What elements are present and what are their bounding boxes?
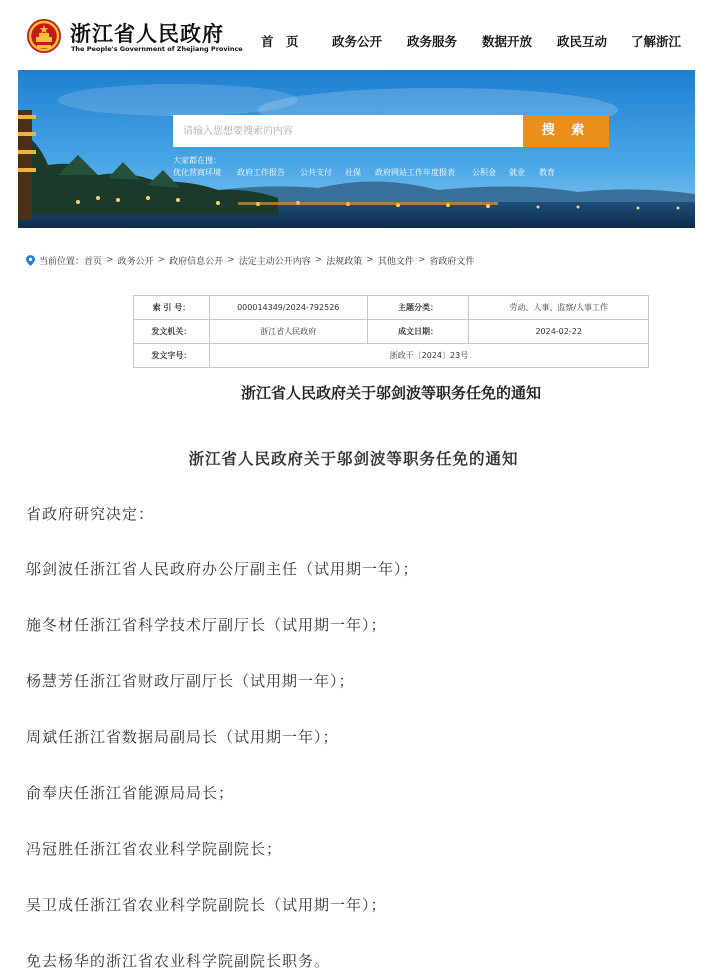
nav-home[interactable]: 首 页 <box>261 34 299 49</box>
breadcrumb-separator: > <box>227 255 235 265</box>
nav-gov-affairs-open[interactable]: 政务公开 <box>332 34 383 49</box>
article-paragraph: 周斌任浙江省数据局副局长（试用期一年）； <box>26 728 339 746</box>
location-pin-icon <box>26 255 35 266</box>
hot-search-link[interactable]: 就业 <box>509 168 525 177</box>
article-paragraph: 免去杨华的浙江省农业科学院副院长职务。 <box>26 952 331 970</box>
article-paragraph: 吴卫成任浙江省农业科学院副院长（试用期一年）； <box>26 896 387 914</box>
article-title: 浙江省人民政府关于邬剑波等职务任免的通知 <box>240 384 541 402</box>
breadcrumb-item[interactable]: 法定主动公开内容 <box>238 256 311 267</box>
breadcrumb-item[interactable]: 法规政策 <box>326 256 363 267</box>
hot-search-link[interactable]: 政府网站工作年度报表 <box>375 168 455 177</box>
west-lake-scenery-image <box>18 70 695 228</box>
article-paragraph: 俞奉庆任浙江省能源局局长； <box>26 784 235 802</box>
breadcrumb-item[interactable]: 其他文件 <box>377 256 414 267</box>
table-row <box>134 344 649 368</box>
breadcrumb-separator: > <box>417 255 426 265</box>
article-paragraph: 省政府研究决定： <box>26 505 155 523</box>
index-label: 索 引 号： <box>134 296 210 320</box>
table-row <box>134 320 649 344</box>
breadcrumb-separator: > <box>106 255 114 265</box>
breadcrumb-item[interactable]: 省政府文件 <box>429 256 475 267</box>
article-subtitle: 浙江省人民政府关于邬剑波等职务任免的通知 <box>188 450 519 468</box>
search-button[interactable]: 搜 索 <box>523 115 609 147</box>
nav-gov-services[interactable]: 政务服务 <box>407 34 458 49</box>
site-header <box>0 0 719 70</box>
article-paragraph: 杨慧芳任浙江省财政厅副厅长（试用期一年）； <box>26 672 355 690</box>
docno-value: 浙政干〔2024〕23号 <box>209 344 648 368</box>
breadcrumb-item[interactable]: 政府信息公开 <box>169 256 224 267</box>
article-paragraph: 冯冠胜任浙江省农业科学院副院长； <box>26 840 283 858</box>
date-value: 2024-02-22 <box>469 320 649 344</box>
site-title[interactable]: 浙江省人民政府 <box>70 22 224 46</box>
article-paragraph: 邬剑波任浙江省人民政府办公厅副主任（试用期一年）； <box>26 560 419 578</box>
breadcrumb-separator: > <box>314 255 323 265</box>
breadcrumb-item[interactable]: 政务公开 <box>117 256 154 267</box>
date-label: 成文日期： <box>367 320 469 344</box>
issuer-label: 发文机关： <box>134 320 210 344</box>
nav-about-zhejiang[interactable]: 了解浙江 <box>631 34 682 49</box>
article-paragraph: 施冬材任浙江省科学技术厅副厅长（试用期一年）； <box>26 616 387 634</box>
search-input[interactable] <box>173 115 523 147</box>
topic-value: 劳动、人事、监察/人事工作 <box>469 296 649 320</box>
docno-label: 发文字号： <box>134 344 210 368</box>
breadcrumb-separator: > <box>366 255 374 265</box>
main-nav <box>0 32 719 48</box>
hot-search-label: 大家都在搜： <box>173 156 221 165</box>
breadcrumb-separator: > <box>157 255 166 265</box>
table-row <box>134 296 649 320</box>
issuer-value: 浙江省人民政府 <box>209 320 367 344</box>
document-meta-table <box>133 295 649 368</box>
hero-banner <box>18 70 695 228</box>
nav-open-data[interactable]: 数据开放 <box>482 34 533 49</box>
breadcrumb-prefix: 当前位置： <box>39 256 85 267</box>
index-value: 000014349/2024-792526 <box>209 296 367 320</box>
hot-search-link[interactable]: 公积金 <box>472 168 496 177</box>
hot-search-link[interactable]: 优化营商环境 <box>173 168 221 177</box>
hot-search-link[interactable]: 社保 <box>345 168 361 177</box>
hot-search-link[interactable]: 政府工作报告 <box>237 168 285 177</box>
nav-interaction[interactable]: 政民互动 <box>557 34 608 49</box>
breadcrumb <box>26 253 474 267</box>
topic-label: 主题分类： <box>367 296 469 320</box>
hot-search-link[interactable]: 公共支付 <box>300 168 332 177</box>
breadcrumb-item[interactable]: 首页 <box>84 256 103 267</box>
site-subtitle: The People's Government of Zhejiang Province <box>71 45 243 53</box>
hot-search-link[interactable]: 教育 <box>539 168 555 177</box>
